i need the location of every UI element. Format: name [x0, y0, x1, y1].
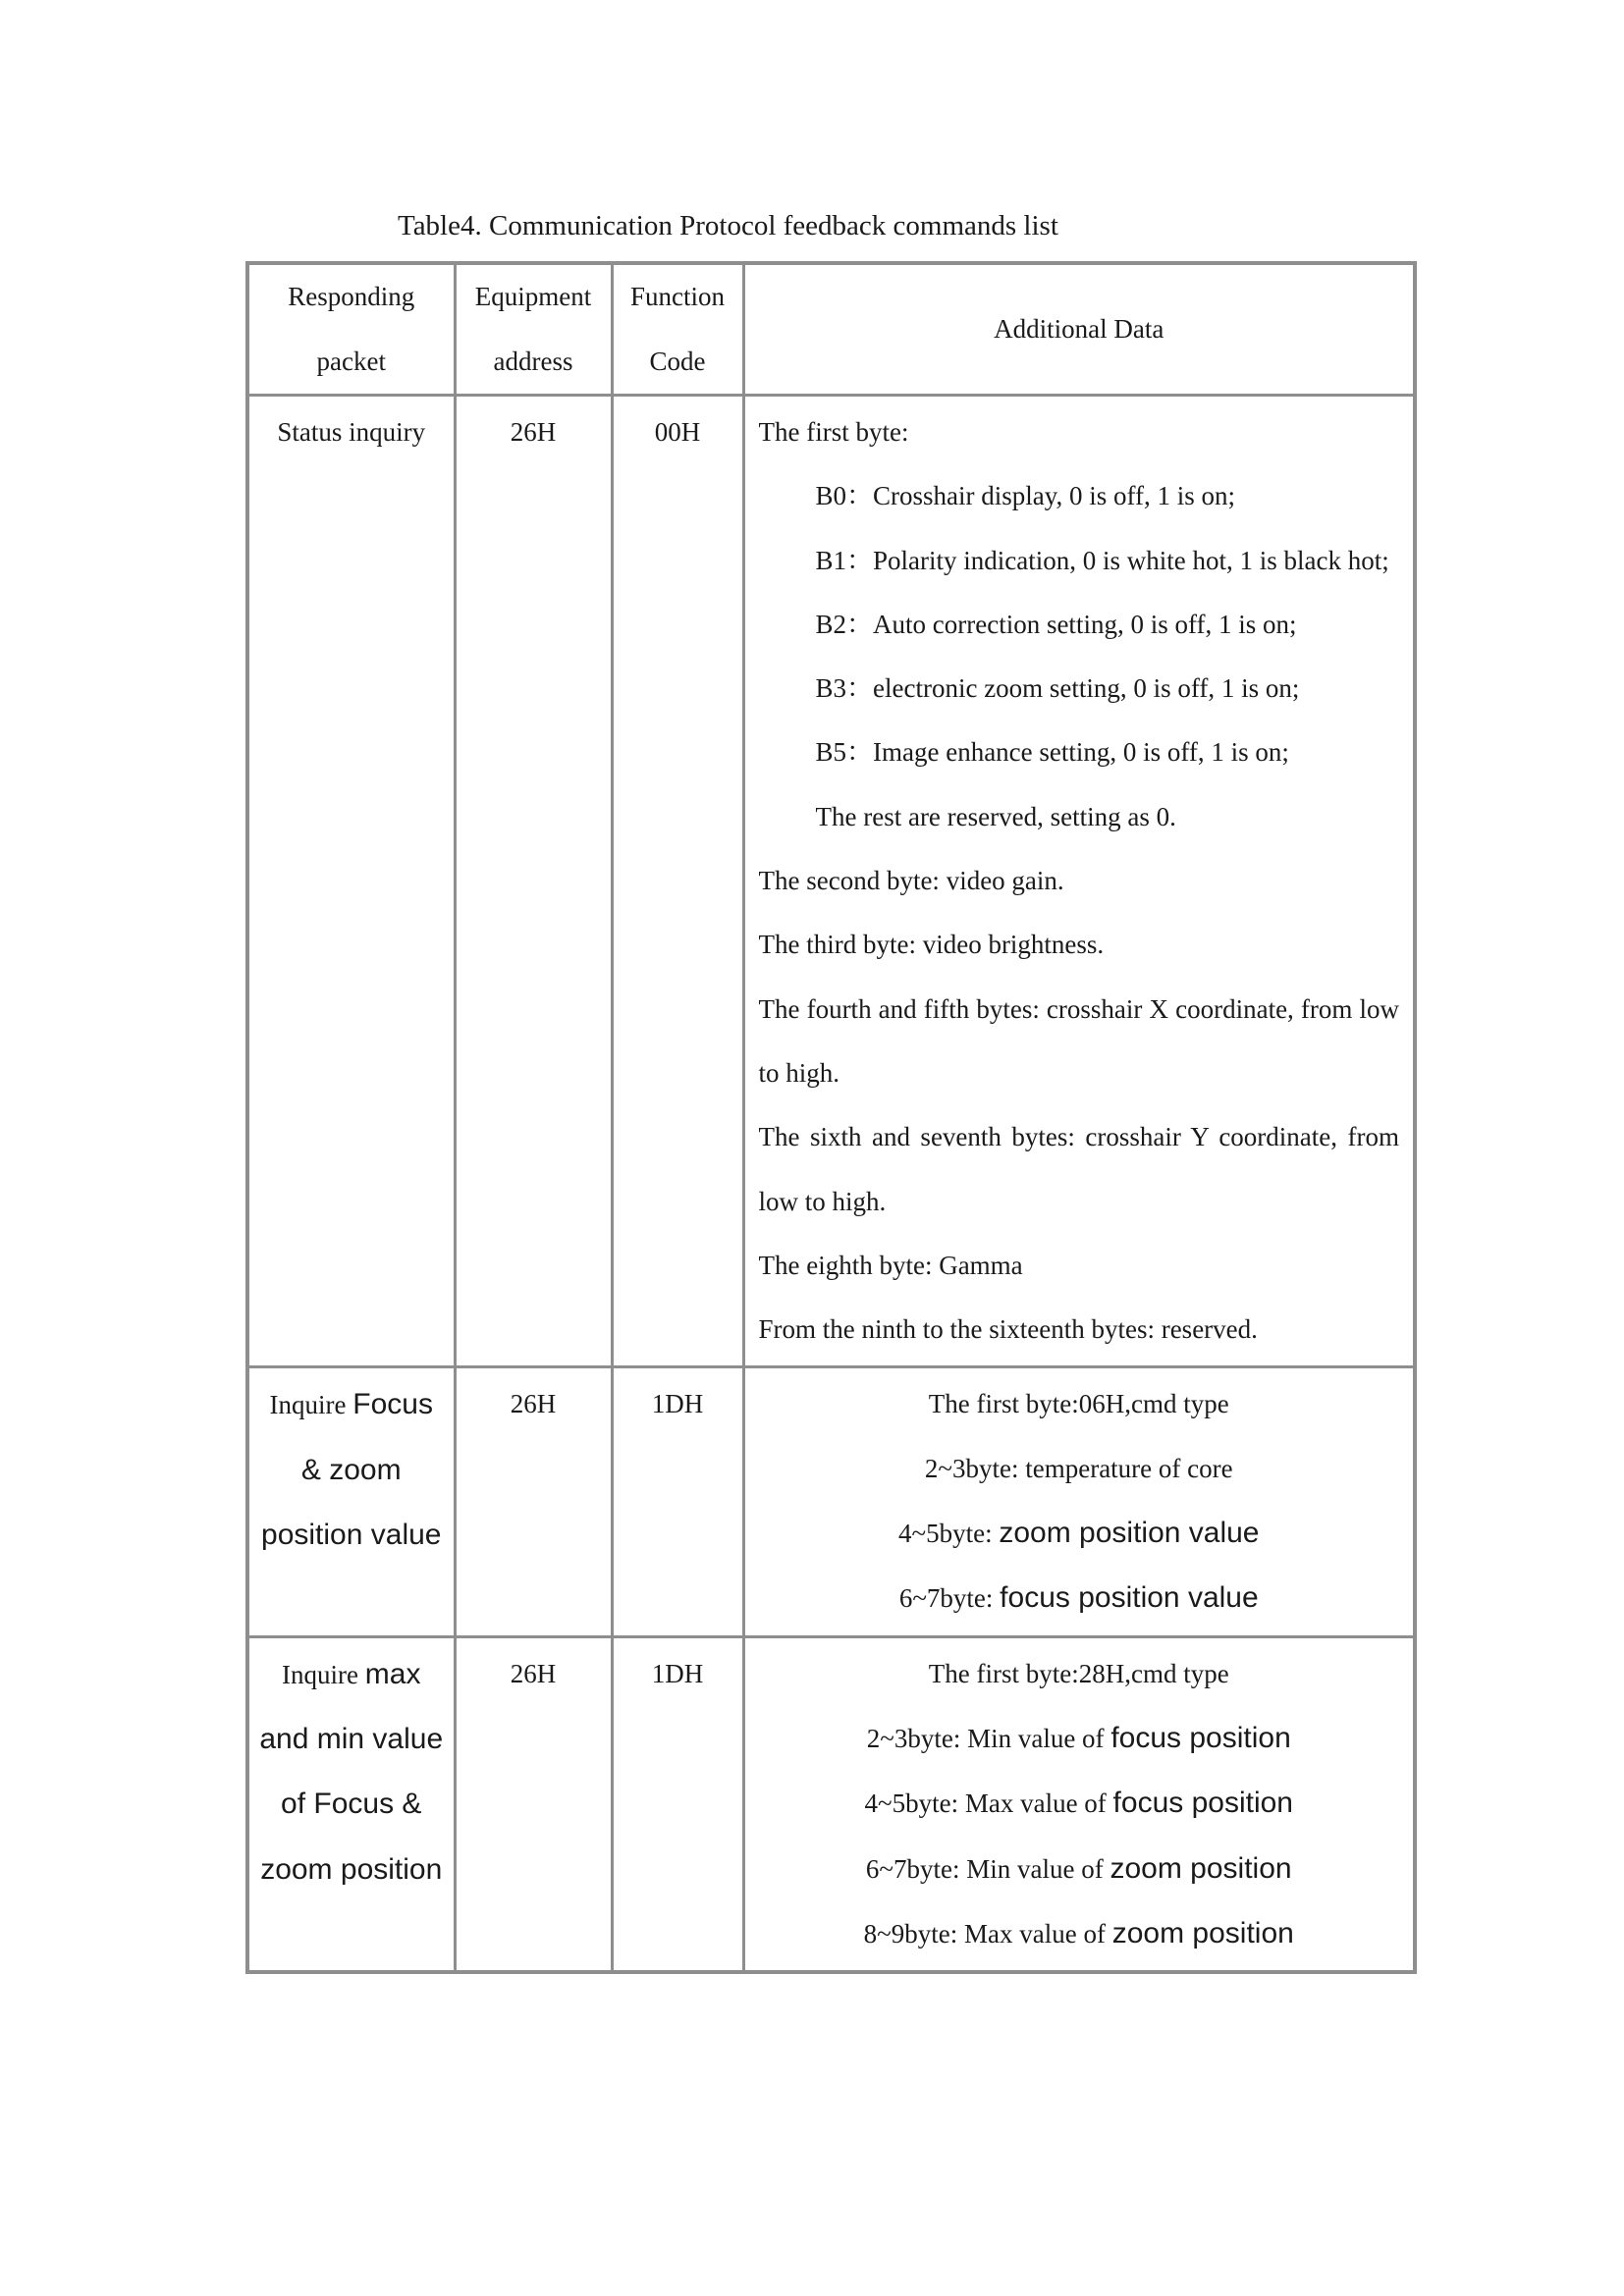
data-line: The first byte: [758, 417, 909, 447]
row-function-code: 00H [612, 396, 743, 1367]
row-additional-data [743, 396, 1415, 1367]
data-line: The eighth byte: Gamma [758, 1250, 1023, 1280]
data-line: B5：Image enhance setting, 0 is off, 1 is on; [815, 737, 1289, 768]
row-responding-packet: Inquire max and min value of Focus & zoom position [247, 1636, 455, 1972]
row-equipment-address: 26H [455, 1367, 612, 1636]
header-equipment-address: Equipment address [455, 263, 612, 396]
row-responding-packet: Inquire Focus & zoom position value [247, 1367, 455, 1636]
data-line: The third byte: video brightness. [758, 930, 1105, 960]
feedback-commands-table [245, 261, 1417, 1974]
table-row [247, 1367, 1415, 1636]
data-line: The rest are reserved, setting as 0. [815, 801, 1176, 831]
header-additional-data: Additional Data [743, 263, 1415, 396]
table-row [247, 1636, 1415, 1972]
data-line: 8~9byte: Max value of zoom position [863, 1916, 1294, 1949]
table-header-row [247, 263, 1415, 396]
data-line: The fourth and fifth bytes: crosshair X coordinate, from low to high. [758, 993, 1399, 1088]
header-function-code: Function Code [612, 263, 743, 396]
data-line: 4~5byte: Max value of focus position [864, 1787, 1293, 1820]
table-caption: Table4. Communication Protocol feedback commands list [398, 210, 1058, 241]
data-line: 2~3byte: temperature of core [924, 1453, 1233, 1483]
row-responding-packet: Status inquiry [247, 396, 455, 1367]
data-line: From the ninth to the sixteenth bytes: reserved. [758, 1314, 1258, 1345]
row-function-code: 1DH [612, 1636, 743, 1972]
data-line: 4~5byte: zoom position value [897, 1517, 1260, 1550]
data-line: 2~3byte: Min value of focus position [866, 1721, 1291, 1754]
row-additional-data [743, 1367, 1415, 1636]
data-line: B2：Auto correction setting, 0 is off, 1 is on; [815, 609, 1297, 639]
data-line: The first byte:06H,cmd type [928, 1389, 1229, 1419]
table-row [247, 396, 1415, 1367]
data-line: B3：electronic zoom setting, 0 is off, 1 is on; [815, 673, 1300, 704]
data-line: 6~7byte: Min value of zoom position [865, 1851, 1292, 1885]
row-equipment-address: 26H [455, 1636, 612, 1972]
data-line: The sixth and seventh bytes: crosshair Y coordinate, from low to high. [758, 1122, 1399, 1216]
data-line: The first byte:28H,cmd type [928, 1658, 1229, 1688]
data-line: B1：Polarity indication, 0 is white hot, 1 is black hot; [815, 545, 1389, 575]
row-equipment-address: 26H [455, 396, 612, 1367]
data-line: B0：Crosshair display, 0 is off, 1 is on; [815, 481, 1236, 511]
data-line: The second byte: video gain. [758, 866, 1064, 896]
data-line: 6~7byte: focus position value [898, 1581, 1259, 1615]
row-additional-data [743, 1636, 1415, 1972]
row-function-code: 1DH [612, 1367, 743, 1636]
header-responding-packet: Responding packet [247, 263, 455, 396]
